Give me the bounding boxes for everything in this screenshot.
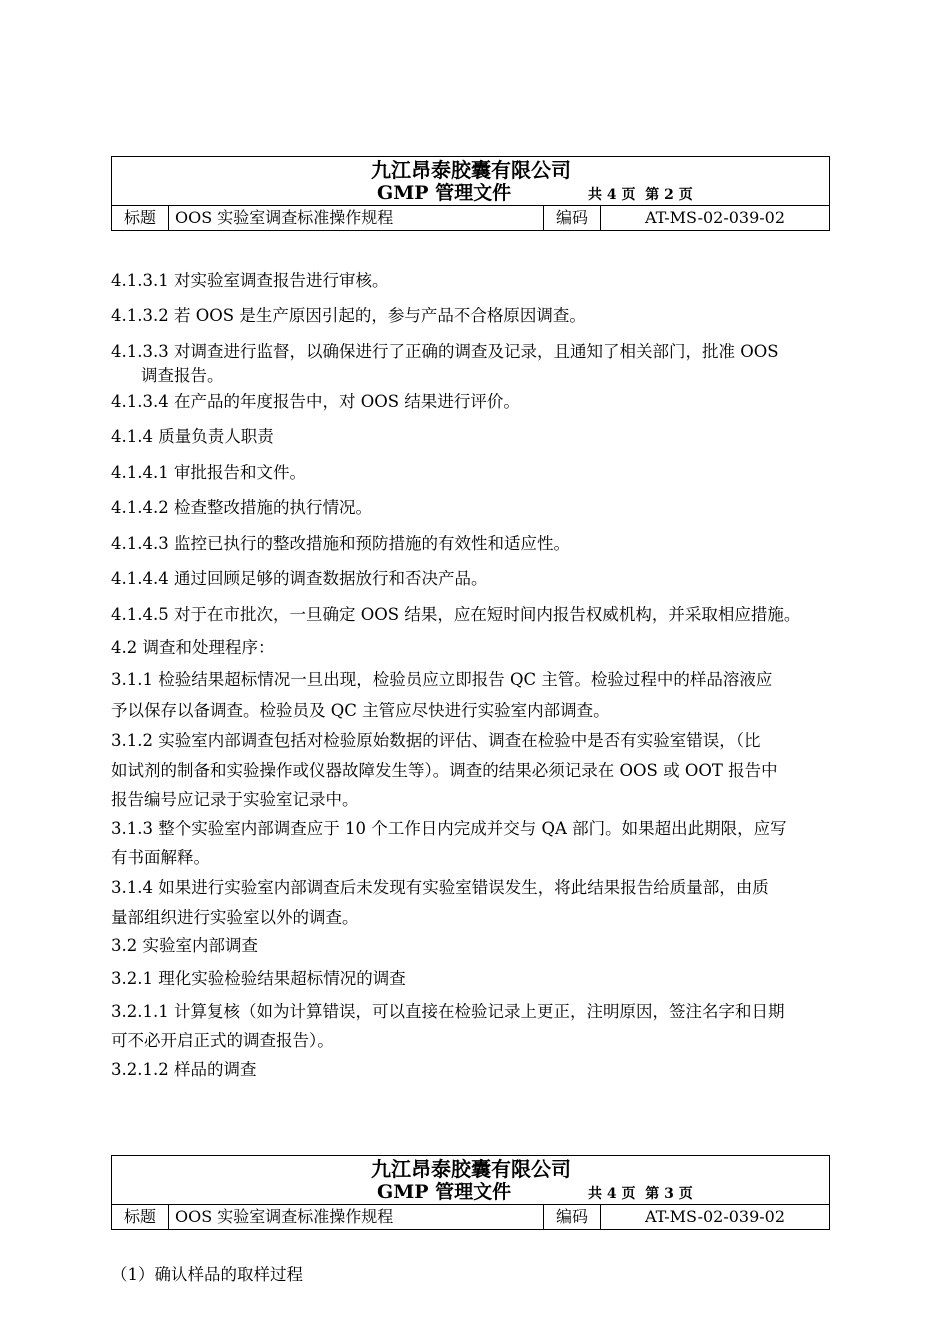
doc-type: GMP 管理文件 [377,1181,512,1203]
header-title-cell [112,157,830,206]
company-name: 九江昂泰胶囊有限公司 [371,158,571,182]
document-header-page-2 [111,156,830,231]
paragraph: 3.2.1 理化实验检验结果超标情况的调查 [111,969,406,988]
paragraph: 4.1.4.4 通过回顾足够的调查数据放行和否决产品。 [111,569,488,588]
section-heading: 4.1.4 质量负责人职责 [111,427,274,446]
paragraph: 4.1.3.2 若 OOS 是生产原因引起的，参与产品不合格原因调查。 [111,306,586,325]
page-count: 共 4 页 第 3 页 [588,1186,693,1202]
paragraph: 3.1.4 如果进行实验室内部调查后未发现有实验室错误发生，将此结果报告给质量部，由质 [111,878,769,897]
document-title: OOS 实验室调查标准操作规程 [169,206,544,231]
title-label: 标题 [112,206,169,231]
paragraph-continuation: 有书面解释。 [111,848,210,867]
code-label: 编码 [544,1205,601,1230]
paragraph-continuation: 如试剂的制备和实验操作或仪器故障发生等）。调查的结果必须记录在 OOS 或 OOT 报告中 [111,761,778,780]
paragraph-continuation: 调查报告。 [141,366,224,385]
paragraph: 4.1.3.4 在产品的年度报告中，对 OOS 结果进行评价。 [111,392,520,411]
paragraph: 3.1.3 整个实验室内部调查应于 10 个工作日内完成并交与 QA 部门。如果超出此期限，应写 [111,819,787,838]
document-code: AT-MS-02-039-02 [601,206,830,231]
paragraph: 4.1.4.1 审批报告和文件。 [111,463,306,482]
document-header-page-3 [111,1155,830,1230]
title-label: 标题 [112,1205,169,1230]
paragraph: 3.1.2 实验室内部调查包括对检验原始数据的评估、调查在检验中是否有实验室错误，（比 [111,731,761,750]
paragraph: 4.1.4.5 对于在市批次，一旦确定 OOS 结果，应在短时间内报告权威机构，并采取相应措施。 [111,605,801,624]
page-count: 共 4 页 第 2 页 [588,187,693,203]
paragraph: 3.2.1.1 计算复核（如为计算错误，可以直接在检验记录上更正，注明原因，签注名字和日期 [111,1002,785,1021]
code-label: 编码 [544,206,601,231]
paragraph-continuation: 可不必开启正式的调查报告）。 [111,1031,334,1050]
paragraph-continuation: 报告编号应记录于实验室记录中。 [111,790,359,809]
section-heading: 4.2 调查和处理程序： [111,638,275,657]
paragraph: 3.2.1.2 样品的调查 [111,1060,257,1079]
section-heading: 3.2 实验室内部调查 [111,936,258,955]
paragraph: 4.1.3.3 对调查进行监督，以确保进行了正确的调查及记录，且通知了相关部门，批准 OOS [111,342,779,361]
document-code: AT-MS-02-039-02 [601,1205,830,1230]
paragraph: （1）确认样品的取样过程 [111,1265,303,1284]
paragraph-continuation: 量部组织进行实验室以外的调查。 [111,908,359,927]
paragraph: 3.1.1 检验结果超标情况一旦出现，检验员应立即报告 QC 主管。检验过程中的样品溶液应 [111,670,773,689]
document-title: OOS 实验室调查标准操作规程 [169,1205,544,1230]
doc-type: GMP 管理文件 [377,182,512,204]
paragraph-continuation: 予以保存以备调查。检验员及 QC 主管应尽快进行实验室内部调查。 [111,701,610,720]
paragraph: 4.1.4.3 监控已执行的整改措施和预防措施的有效性和适应性。 [111,534,570,553]
header-title-cell [112,1156,830,1205]
paragraph: 4.1.3.1 对实验室调查报告进行审核。 [111,271,389,290]
paragraph: 4.1.4.2 检查整改措施的执行情况。 [111,498,372,517]
company-name: 九江昂泰胶囊有限公司 [371,1157,571,1181]
